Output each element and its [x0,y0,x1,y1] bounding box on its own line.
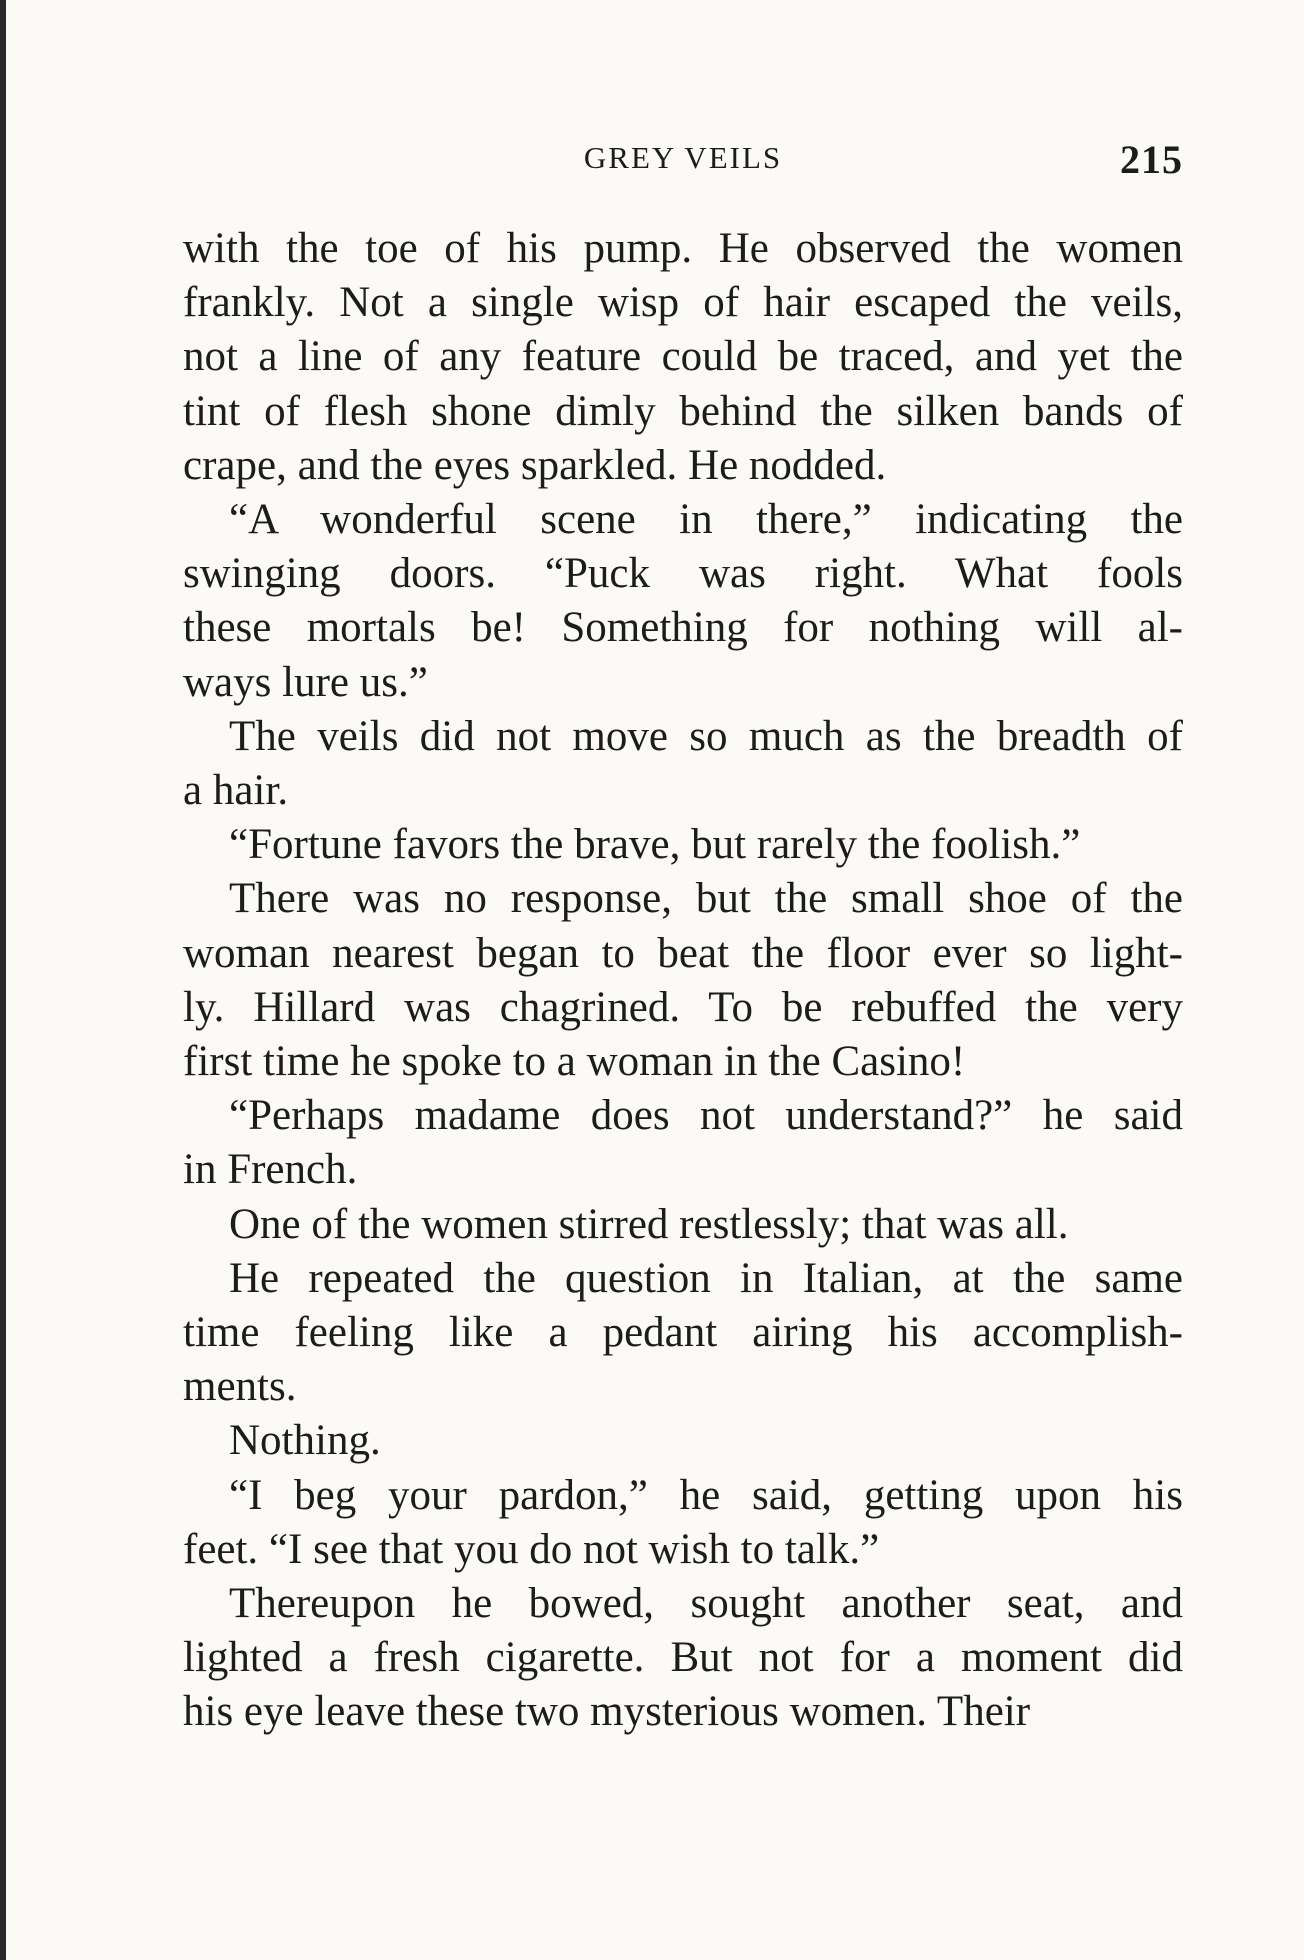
text-line: with the toe of his pump. He observed the women [183,225,1183,272]
page-left-edge [0,0,6,1960]
paragraph [183,818,1183,872]
text-body [183,222,1183,1740]
text-line: lighted a fresh cigarette. But not for a moment did [183,1634,1183,1682]
text-line: these mortals be! Something for nothing will al- [183,604,1183,652]
paragraph [183,493,1183,710]
text-line: time feeling like a pedant airing his accomplish- [183,1309,1183,1357]
paragraph [183,1089,1183,1197]
text-line: “Perhaps madame does not understand?” he said [229,1092,1183,1140]
text-line: Thereupon he bowed, sought another seat, and [229,1580,1183,1628]
text-line: He repeated the question in Italian, at the same [229,1254,1183,1302]
text-line: “I beg your pardon,” he said, getting upon his [229,1471,1183,1519]
paragraph [183,872,1183,1089]
text-line: woman nearest began to beat the floor ever so light- [183,929,1183,977]
text-line: frankly. Not a single wisp of hair escaped the veils, [183,279,1183,327]
text-line: The veils did not move so much as the breadth of [229,712,1183,760]
text-line: in French. [183,1146,358,1194]
text-line: One of the women stirred restlessly; that was all. [229,1200,1069,1248]
text-line: “A wonderful scene in there,” indicating the [229,496,1183,544]
text-line: There was no response, but the small shoe of the [229,875,1183,923]
page-header [183,132,1183,192]
paragraph [183,222,1183,493]
text-line: swinging doors. “Puck was right. What fools [183,550,1183,598]
paragraph [183,1469,1183,1577]
text-line: his eye leave these two mysterious women. Their [183,1688,1031,1736]
paragraph [183,710,1183,818]
text-line: ways lure us.” [183,658,428,706]
text-line: ments. [183,1363,297,1411]
text-line: tint of flesh shone dimly behind the silken bands of [183,387,1183,435]
text-line: crape, and the eyes sparkled. He nodded. [183,441,887,489]
text-line: “Fortune favors the brave, but rarely the foolish.” [229,821,1081,869]
running-head: GREY VEILS [583,140,783,175]
text-line: ly. Hillard was chagrined. To be rebuffed the very [183,983,1183,1031]
paragraph [183,1252,1183,1415]
text-line: a hair. [183,767,289,815]
paragraph [183,1577,1183,1740]
paragraph [183,1198,1183,1252]
text-line: first time he spoke to a woman in the Casino! [183,1038,966,1086]
paragraph [183,1414,1183,1468]
page-number: 215 [1120,137,1183,182]
text-line: feet. “I see that you do not wish to talk.” [183,1525,880,1573]
text-line: not a line of any feature could be traced, and yet the [183,333,1183,381]
text-line: Nothing. [229,1417,381,1465]
